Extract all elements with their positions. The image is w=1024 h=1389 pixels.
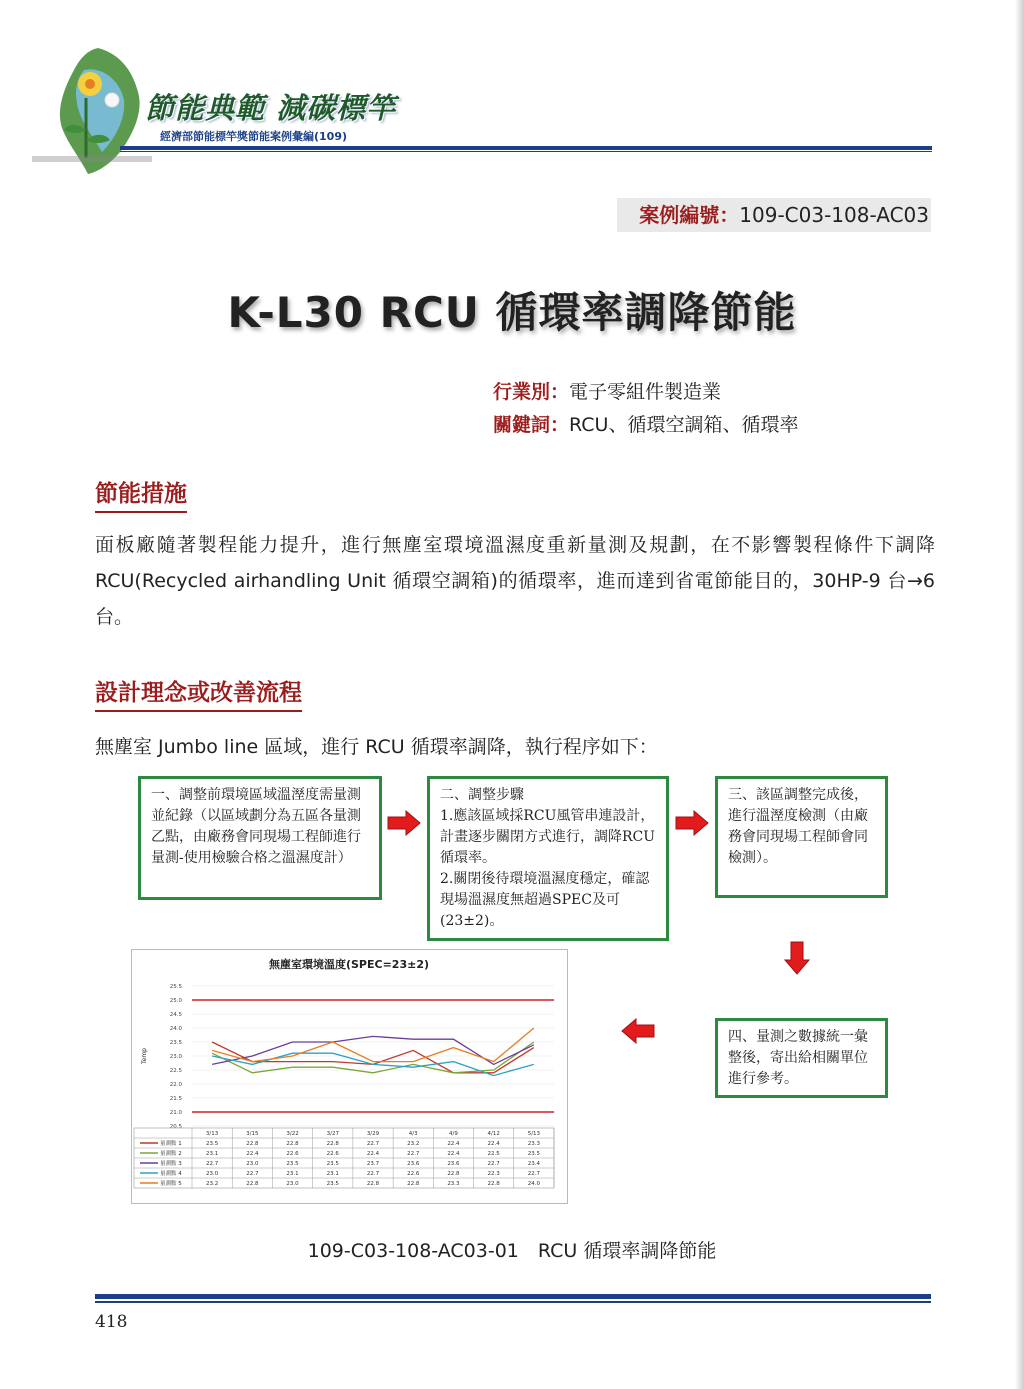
keywords-value: RCU、循環空調箱、循環率 <box>569 414 799 436</box>
chart-xtick-label: 3/22 <box>286 1131 299 1137</box>
chart-xtick-label: 4/3 <box>408 1131 418 1137</box>
chart-xtick-label: 3/27 <box>326 1131 339 1137</box>
chart-xtick-label: 3/15 <box>246 1131 259 1137</box>
chart-ytick-label: 20.5 <box>169 1124 182 1130</box>
chart-data-label: 23.6 <box>447 1161 460 1167</box>
chart-data-label: 22.4 <box>447 1141 460 1147</box>
arrow-right-icon <box>674 810 710 836</box>
chart-data-label: 23.1 <box>286 1171 299 1177</box>
chart-data-label: 23.2 <box>205 1181 219 1187</box>
chart-data-label: 23.0 <box>246 1161 259 1167</box>
flow-step-3: 三、該區調整完成後，進行溫溼度檢測（由廠務會同現場工程師會同檢測）。 <box>715 776 888 898</box>
chart-series-line-5 <box>212 1028 534 1062</box>
arrow-right-icon <box>386 810 422 836</box>
chart-ytick-label: 24.0 <box>169 1026 182 1032</box>
chart-legend-label-1: 量測點 1 <box>160 1141 182 1147</box>
flow-step-1: 一、調整前環境區域溫溼度需量測並紀錄（以區域劃分為五區各量測乙點，由廠務會同現場工程師進行量測-使用檢驗合格之溫濕度計） <box>138 776 382 900</box>
chart-ytick-label: 25.0 <box>169 998 182 1004</box>
chart-ytick-label: 25.5 <box>169 984 182 990</box>
chart-ytick-label: 23.0 <box>169 1054 182 1060</box>
chart-data-label: 23.3 <box>447 1181 460 1187</box>
chart-ytick-label: 22.0 <box>169 1082 182 1088</box>
arrow-down-icon <box>784 940 810 976</box>
chart-data-label: 23.0 <box>286 1181 299 1187</box>
chart-data-label: 22.8 <box>246 1141 259 1147</box>
chart-series-line-1 <box>212 1042 534 1073</box>
flow-step-2-a: 1.應該區域採RCU風管串連設計，計畫逐步關閉方式進行，調降RCU循環率。 <box>440 808 656 866</box>
chart-data-label: 23.5 <box>326 1161 339 1167</box>
chart-ytick-label: 24.5 <box>169 1012 182 1018</box>
chart-data-label: 23.4 <box>527 1161 541 1167</box>
chart-data-label: 23.1 <box>205 1151 219 1157</box>
chart-data-label: 23.2 <box>407 1141 420 1147</box>
chart-xtick-label: 3/29 <box>366 1131 380 1137</box>
brand-title: 節能典範 減碳標竿 <box>145 91 397 125</box>
section-process-intro: 無塵室 Jumbo line 區域，進行 RCU 循環率調降，執行程序如下： <box>95 736 658 758</box>
section-heading-process: 設計理念或改善流程 <box>95 674 302 712</box>
chart-data-label: 24.0 <box>527 1181 541 1187</box>
chart-data-label: 22.4 <box>246 1151 259 1157</box>
chart-xtick-label: 5/13 <box>527 1131 541 1137</box>
chart-xtick-label: 3/13 <box>205 1131 219 1137</box>
flow-step-2 <box>427 776 669 941</box>
brand-subtitle: 經濟部節能標竿獎節能案例彙編(109) <box>160 130 348 143</box>
chart-svg <box>132 950 567 1203</box>
chart-data-label: 22.7 <box>407 1151 420 1157</box>
chart-title: 無塵室環境溫度(SPEC=23±2) <box>268 958 430 971</box>
header-rule <box>120 146 932 150</box>
chart-ytick-label: 22.5 <box>169 1068 182 1074</box>
chart-data-label: 22.8 <box>366 1181 380 1187</box>
case-id-value: 109-C03-108-AC03 <box>739 203 929 227</box>
chart-legend-label-5: 量測點 5 <box>160 1181 182 1187</box>
chart-series-line-2 <box>212 1042 534 1073</box>
industry-line <box>493 377 721 404</box>
figure-caption: 109-C03-108-AC03-01 RCU 循環率調降節能 <box>307 1240 717 1262</box>
chart-data-label: 22.7 <box>366 1171 380 1177</box>
chart-xtick-label: 4/9 <box>449 1131 458 1137</box>
case-id <box>617 198 931 232</box>
chart-legend-label-2: 量測點 2 <box>160 1151 182 1157</box>
page-number: 418 <box>95 1312 128 1332</box>
temperature-chart <box>131 949 568 1204</box>
chart-data-label: 23.5 <box>527 1151 541 1157</box>
chart-data-label: 22.8 <box>447 1171 460 1177</box>
case-id-label: 案例編號： <box>639 203 740 227</box>
chart-data-label: 22.8 <box>286 1141 299 1147</box>
chart-data-label: 22.8 <box>246 1181 259 1187</box>
header-rule-thin <box>120 151 932 152</box>
chart-data-label: 22.8 <box>407 1181 420 1187</box>
chart-data-label: 22.7 <box>527 1171 541 1177</box>
chart-data-label: 23.1 <box>326 1171 339 1177</box>
chart-data-label: 22.4 <box>487 1141 500 1147</box>
flow-step-2-title: 二、調整步驟 <box>440 787 524 803</box>
keywords-label: 關鍵詞： <box>493 414 570 436</box>
chart-data-label: 22.8 <box>326 1141 339 1147</box>
chart-xtick-label: 4/12 <box>487 1131 500 1137</box>
chart-data-label: 22.3 <box>487 1171 500 1177</box>
chart-data-label: 22.6 <box>407 1171 420 1177</box>
chart-ylabel: Temp <box>141 1048 148 1064</box>
chart-data-label: 22.7 <box>246 1171 259 1177</box>
chart-ytick-label: 21.0 <box>169 1110 182 1116</box>
chart-data-label: 23.6 <box>407 1161 420 1167</box>
section-measures-text: 面板廠隨著製程能力提升，進行無塵室環境溫濕度重新量測及規劃，在不影響製程條件下調降 RCU(Recycled airhandling Unit 循環空調箱)的循環率，進而達到省電節能目的，30HP-9 台→6 台。 <box>95 534 935 628</box>
chart-ytick-label: 21.5 <box>169 1096 182 1102</box>
chart-data-label: 22.8 <box>487 1181 500 1187</box>
chart-data-label: 22.7 <box>366 1141 380 1147</box>
arrow-left-icon <box>620 1018 656 1044</box>
flow-step-2-b: 2.關閉後待環境溫濕度穩定，確認現場溫濕度無超過SPEC及可(23±2)。 <box>440 871 650 929</box>
keywords-line <box>493 410 798 437</box>
chart-data-label: 23.0 <box>205 1171 219 1177</box>
section-heading-measures: 節能措施 <box>95 475 187 513</box>
chart-data-label: 22.4 <box>366 1151 380 1157</box>
chart-data-label: 22.4 <box>447 1151 460 1157</box>
footer-rule-thin <box>95 1301 931 1303</box>
chart-ytick-label: 23.5 <box>169 1040 182 1046</box>
chart-data-label: 22.6 <box>326 1151 339 1157</box>
chart-data-label: 23.5 <box>205 1141 219 1147</box>
industry-label: 行業別： <box>493 381 570 403</box>
chart-legend-label-4: 量測點 4 <box>160 1171 182 1177</box>
chart-data-label: 22.7 <box>487 1161 500 1167</box>
page-edge-shadow <box>1015 0 1024 1389</box>
chart-data-label: 23.5 <box>326 1181 339 1187</box>
chart-data-label: 22.5 <box>487 1151 500 1157</box>
flow-step-4: 四、量測之數據統一彙整後，寄出給相關單位進行參考。 <box>715 1018 888 1098</box>
chart-data-label: 22.7 <box>205 1161 219 1167</box>
chart-legend-label-3: 量測點 3 <box>160 1161 182 1167</box>
chart-data-label: 22.6 <box>286 1151 299 1157</box>
industry-value: 電子零組件製造業 <box>569 381 722 403</box>
chart-data-label: 23.7 <box>366 1161 380 1167</box>
footer-rule <box>95 1294 931 1299</box>
chart-data-label: 23.5 <box>286 1161 299 1167</box>
page-title: K-L30 RCU 循環率調降節能 <box>227 288 797 337</box>
chart-data-label: 23.3 <box>527 1141 541 1147</box>
